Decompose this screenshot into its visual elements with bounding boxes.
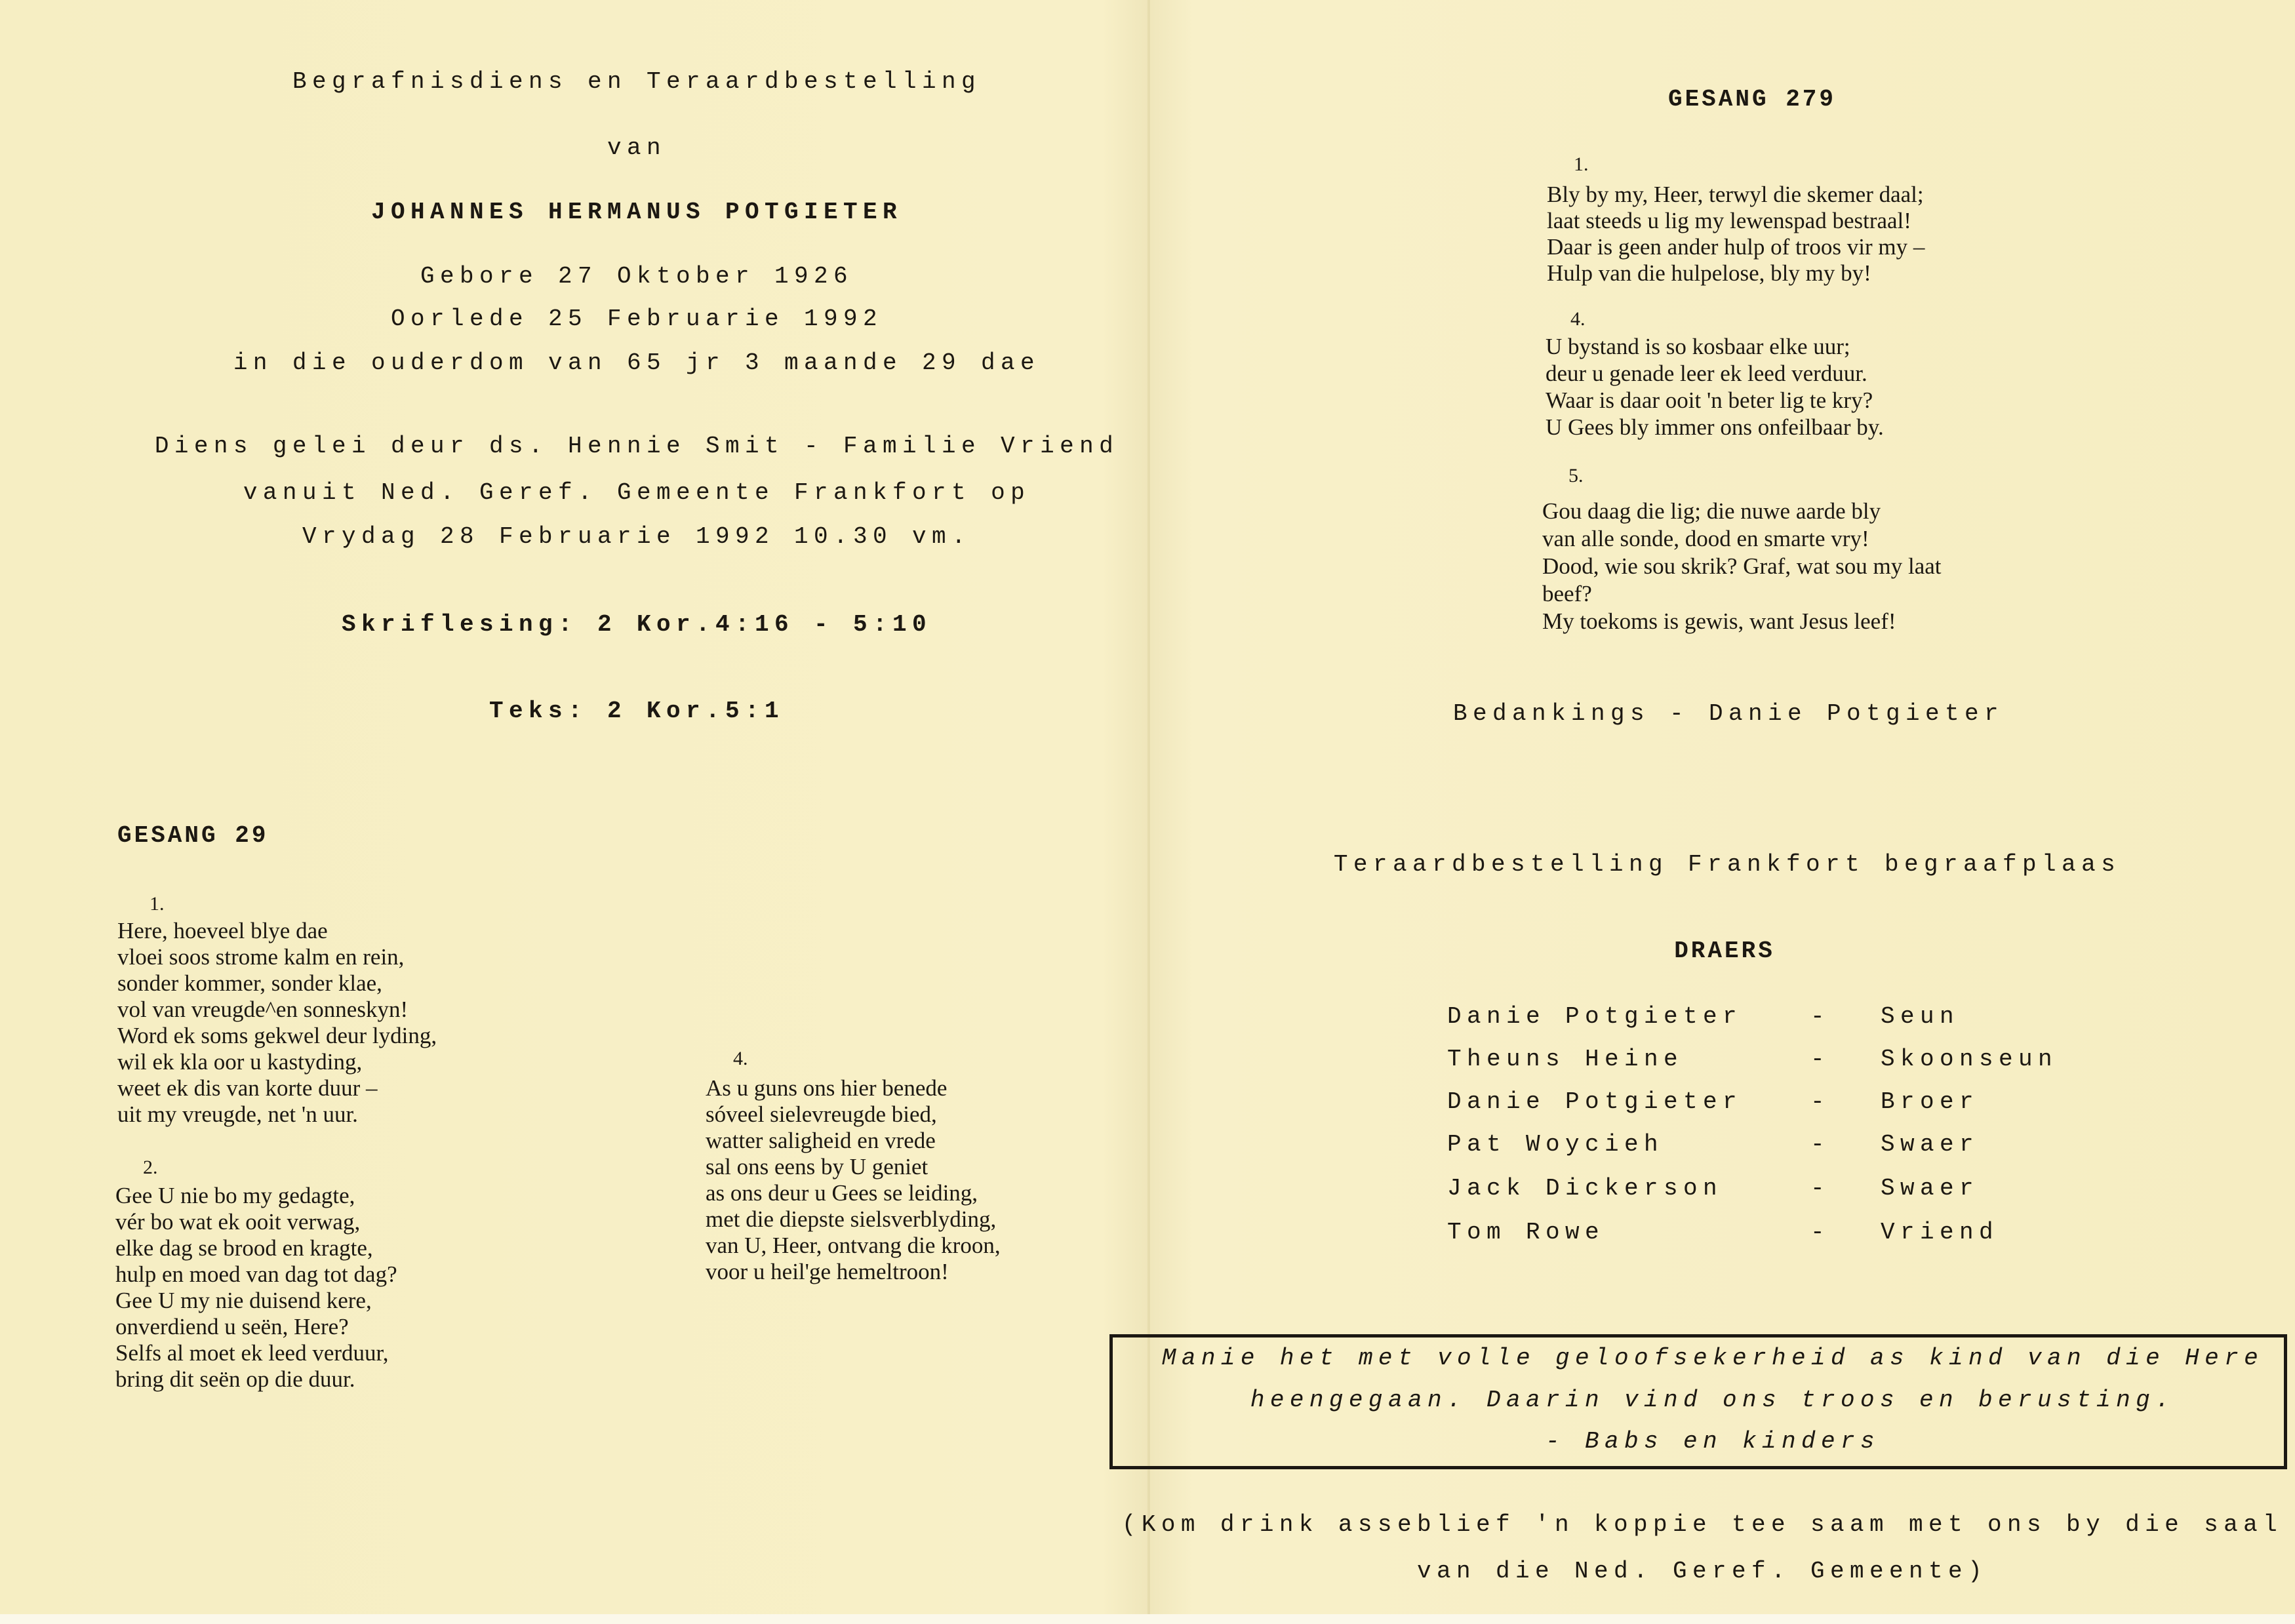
deceased-name: JOHANNES HERMANUS POTGIETER	[370, 199, 903, 226]
verse-line: met die diepste sielsverblyding,	[706, 1206, 997, 1232]
verse-line: van U, Heer, ontvang die kroon,	[706, 1233, 1001, 1258]
verse-line: Gee U nie bo my gedagte,	[115, 1183, 355, 1208]
verse-line: sal ons eens by U geniet	[706, 1154, 928, 1179]
invitation-line-2: van die Ned. Geref. Gemeente)	[1416, 1558, 1988, 1585]
verse-line: My toekoms is gewis, want Jesus leef!	[1542, 608, 1896, 634]
hymn-29-title: GESANG 29	[117, 822, 269, 849]
verse-line: sóveel sielevreugde bied,	[706, 1101, 937, 1127]
verse-line: vér bo wat ek ooit verwag,	[115, 1209, 361, 1235]
bearer-relation: Skoonseun	[1881, 1046, 2058, 1073]
verse-line: Waar is daar ooit 'n beter lig te kry?	[1546, 387, 1873, 413]
verse-line: onverdiend u seën, Here?	[115, 1314, 349, 1339]
sermon-text: Teks: 2 Kor.5:1	[489, 698, 785, 724]
verse-line: As u guns ons hier benede	[706, 1075, 948, 1101]
age-line: in die ouderdom van 65 jr 3 maande 29 dae	[233, 349, 1041, 376]
verse-line: as ons deur u Gees se leiding,	[706, 1180, 978, 1206]
bearers-title: DRAERS	[1674, 938, 1775, 964]
bearer-dash: -	[1810, 1088, 1831, 1115]
verse-line: vol van vreugde^en sonneskyn!	[117, 997, 409, 1022]
bearer-name: Tom Rowe	[1447, 1219, 1605, 1246]
van-label: van	[607, 134, 667, 161]
service-line-1: Diens gelei deur ds. Hennie Smit - Familie Vriend	[154, 433, 1119, 460]
service-line-2: vanuit Ned. Geref. Gemeente Frankfort op	[243, 479, 1031, 506]
verse-line: sonder kommer, sonder klae,	[117, 970, 382, 996]
tribute-signature: - Babs en kinders	[1545, 1428, 1881, 1455]
bearer-name: Jack Dickerson	[1447, 1175, 1723, 1202]
bearer-name: Pat Woycieh	[1447, 1131, 1664, 1158]
verse-number: 5.	[1568, 465, 1584, 486]
verse-line: Here, hoeveel blye dae	[117, 918, 328, 943]
verse-line: watter saligheid en vrede	[706, 1128, 936, 1153]
verse-line: elke dag se brood en kragte,	[115, 1235, 373, 1261]
verse-line: laat steeds u lig my lewenspad bestraal!	[1547, 208, 1911, 233]
paper-edge	[0, 1614, 2295, 1624]
verse-number: 1.	[150, 893, 165, 915]
verse-line: wil ek kla oor u kastyding,	[117, 1049, 363, 1075]
verse-line: Hulp van die hulpelose, bly my by!	[1547, 260, 1871, 286]
verse-line: Daar is geen ander hulp of troos vir my –	[1547, 234, 1925, 260]
verse-line: Bly by my, Heer, terwyl die skemer daal;	[1547, 182, 1924, 207]
service-line-3: Vrydag 28 Februarie 1992 10.30 vm.	[302, 523, 972, 550]
verse-line: Gee U my nie duisend kere,	[115, 1288, 372, 1313]
hymn-279-title: GESANG 279	[1667, 86, 1837, 113]
verse-line: uit my vreugde, net 'n uur.	[117, 1101, 358, 1127]
verse-number: 2.	[143, 1157, 158, 1178]
verse-line: Selfs al moet ek leed verduur,	[115, 1340, 389, 1366]
thanks-line: Bedankings - Danie Potgieter	[1452, 700, 2005, 727]
service-title: Begrafnisdiens en Teraardbestelling	[292, 68, 982, 95]
verse-line: van alle sonde, dood en smarte vry!	[1542, 526, 1869, 551]
bearer-relation: Swaer	[1881, 1131, 1980, 1158]
verse-number: 1.	[1574, 153, 1589, 175]
tribute-line-1: Manie het met volle geloofsekerheid as kind van die Here	[1161, 1345, 2264, 1372]
bearer-relation: Vriend	[1881, 1219, 1999, 1246]
invitation-line-1: (Kom drink asseblief 'n koppie tee saam met ons by die saal	[1121, 1511, 2283, 1538]
death-date: Oorlede 25 Februarie 1992	[390, 306, 883, 332]
bearer-name: Danie Potgieter	[1447, 1088, 1743, 1115]
verse-line: Gou daag die lig; die nuwe aarde bly	[1542, 498, 1881, 524]
verse-line: hulp en moed van dag tot dag?	[115, 1261, 397, 1287]
bearer-name: Theuns Heine	[1447, 1046, 1684, 1073]
bearer-relation: Swaer	[1881, 1175, 1980, 1202]
bearer-dash: -	[1810, 1003, 1831, 1030]
verse-line: Dood, wie sou skrik? Graf, wat sou my laat	[1542, 553, 1942, 579]
tribute-line-2: heengegaan. Daarin vind ons troos en berusting.	[1250, 1387, 2176, 1414]
bearer-dash: -	[1810, 1219, 1831, 1246]
bearer-dash: -	[1810, 1046, 1831, 1073]
burial-line: Teraardbestelling Frankfort begraafplaas	[1333, 851, 2121, 878]
verse-number: 4.	[733, 1048, 748, 1069]
verse-line: beef?	[1542, 581, 1592, 606]
verse-line: bring dit seën op die duur.	[115, 1366, 355, 1392]
scripture-reading: Skriflesing: 2 Kor.4:16 - 5:10	[341, 611, 932, 638]
birth-date: Gebore 27 Oktober 1926	[420, 263, 854, 290]
bearer-name: Danie Potgieter	[1447, 1003, 1743, 1030]
verse-number: 4.	[1570, 308, 1586, 330]
verse-line: vloei soos strome kalm en rein,	[117, 944, 405, 970]
bearer-relation: Broer	[1881, 1088, 1980, 1115]
verse-line: Word ek soms gekwel deur lyding,	[117, 1023, 437, 1048]
bearer-dash: -	[1810, 1175, 1831, 1202]
verse-line: weet ek dis van korte duur –	[117, 1075, 378, 1101]
bearer-dash: -	[1810, 1131, 1831, 1158]
bearer-relation: Seun	[1881, 1003, 1960, 1030]
verse-line: U Gees bly immer ons onfeilbaar by.	[1546, 414, 1884, 440]
verse-line: U bystand is so kosbaar elke uur;	[1546, 334, 1850, 359]
verse-line: deur u genade leer ek leed verduur.	[1546, 361, 1867, 386]
verse-line: voor u heil'ge hemeltroon!	[706, 1259, 949, 1284]
